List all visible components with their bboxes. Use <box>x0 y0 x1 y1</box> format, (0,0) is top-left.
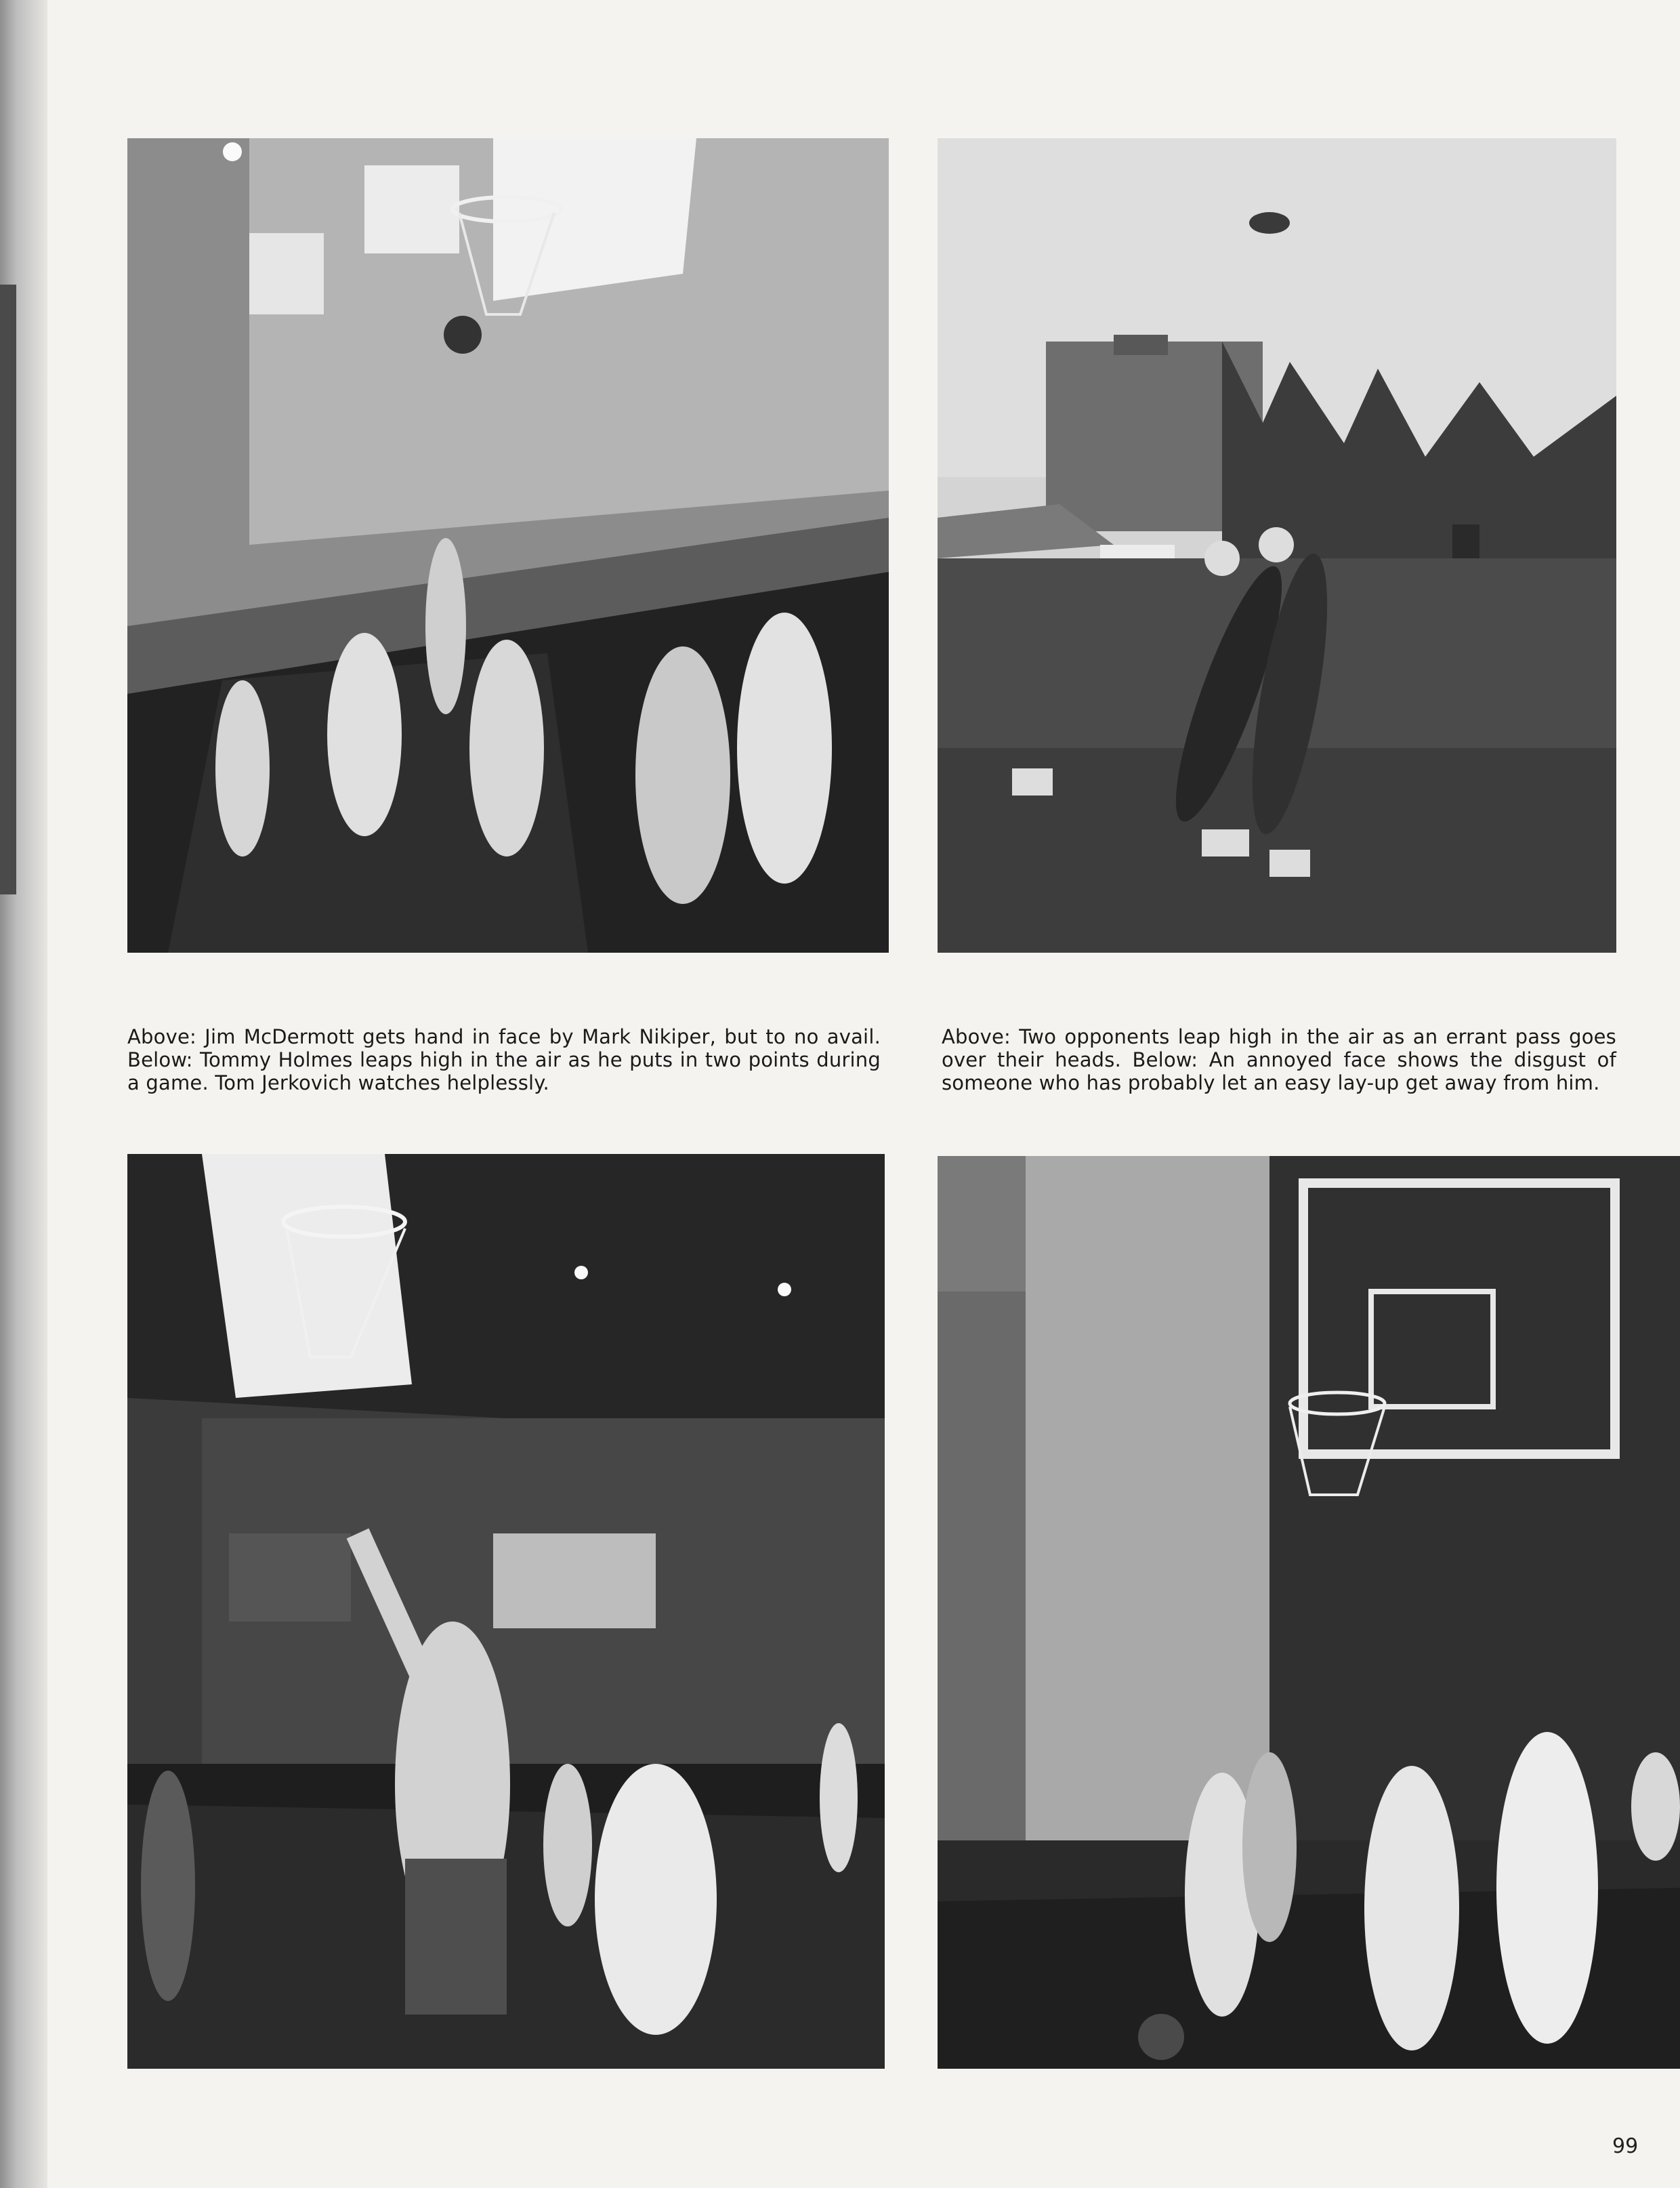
caption-left: Above: Jim McDermott gets hand in face by Mark Nikiper, but to no avail. Below: Tommy Holmes leaps high in the air as he puts in two points during a game. Tom Jerkovich watches helplessly. <box>127 1025 881 1094</box>
photo-missed-layup <box>938 1156 1680 2069</box>
photo-football-pass <box>938 138 1616 953</box>
caption-right: Above: Two opponents leap high in the air as an errant pass goes over their heads. Below: An annoyed face shows the disgust of someone who has probably let an easy lay-up get away from him. <box>942 1025 1616 1094</box>
binding-shadow <box>0 285 16 894</box>
photo-basketball-rebound <box>127 138 889 953</box>
photo-layup-two-points <box>127 1154 885 2069</box>
page-number: 99 <box>1612 2134 1639 2158</box>
